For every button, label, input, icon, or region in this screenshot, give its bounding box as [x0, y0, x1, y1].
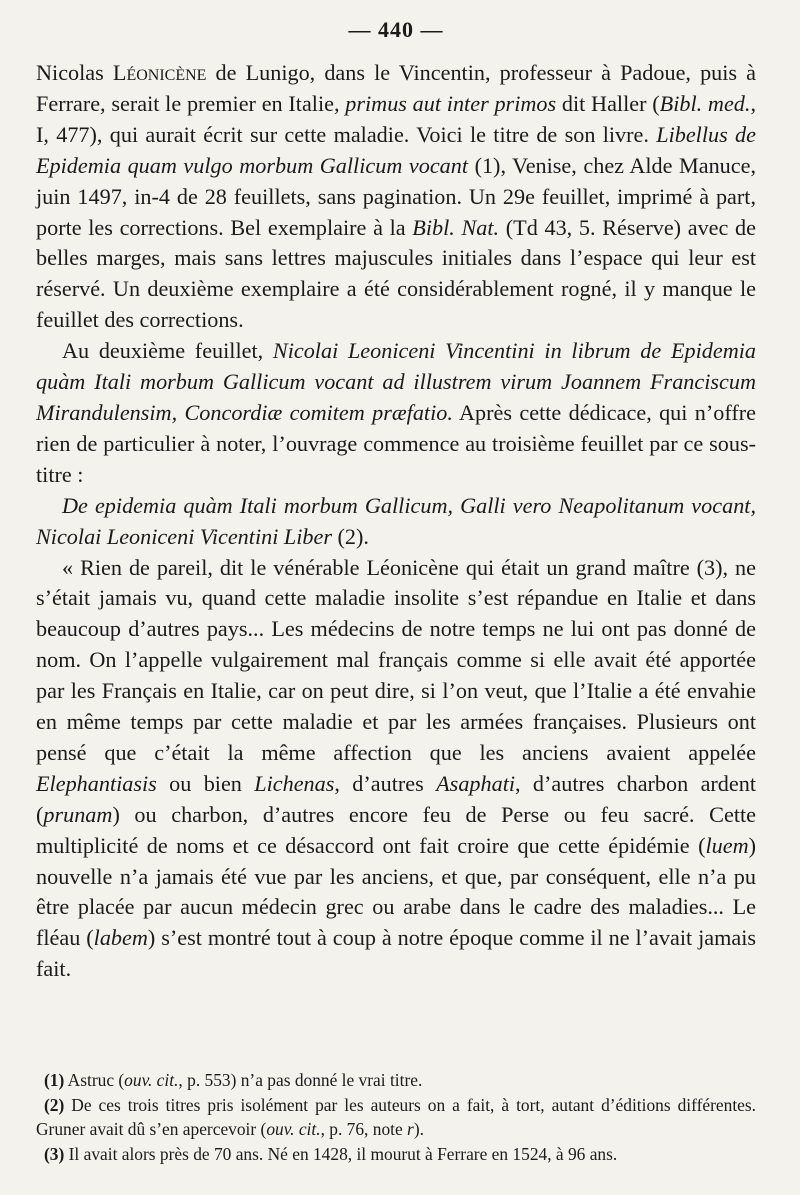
text-span: , d’autres	[334, 770, 437, 796]
text-span: , I, 477), qui aurait écrit sur cette maladie. Voici le titre de son livre.	[36, 90, 756, 147]
text-span: Au deuxième feuillet,	[62, 338, 273, 364]
italic-span: Nicolai Leoniceni Vincentini in librum de Epidemia quàm Itali morbum Gallicum vocant ad illustrem virum Joannem Franciscum Mirandulensim, Concordiæ comitem præfatio.	[36, 338, 756, 425]
text-span: (2).	[332, 523, 369, 549]
text-span: Après cette dédicace, qui n’offre rien de particulier à noter, l’ouvrage commence au troisième feuillet par ce sous-titre :	[36, 399, 756, 487]
footnote-number: (1)	[44, 1070, 65, 1090]
text-span: dit Haller (	[556, 90, 660, 116]
text-span: ou bien	[156, 770, 255, 796]
footnote-2	[36, 1093, 756, 1142]
italic-span: primus aut inter primos	[345, 90, 557, 116]
paragraph-leonicene-intro	[36, 58, 756, 336]
italic-span: Bibl. Nat.	[412, 214, 500, 240]
italic-span: ouv. cit.	[124, 1070, 179, 1090]
page-number: — 440 —	[348, 17, 444, 42]
italic-span: Asaphati	[436, 770, 516, 796]
paragraph-quotation	[36, 553, 756, 986]
italic-span: ouv. cit.	[266, 1119, 321, 1139]
italic-span: Lichenas	[254, 770, 335, 796]
text-span: de Lunigo, dans le Vincentin, professeur à Padoue, puis à Ferrare, serait le premier en Italie,	[36, 60, 757, 116]
text-span: , p. 76, note	[320, 1119, 408, 1139]
text-span: Astruc (	[64, 1070, 125, 1090]
text-span: « Rien de pareil, dit le vénérable Léonicène qui était un grand maître (3), ne s’était jamais vu, quand cette maladie insolite s’est répandue en Italie et dans beaucoup d’autres pays... Les médecins de notre temps ne lui ont pas donné de nom. On l’appelle vulgairement mal français comme si elle avait été apportée par les Français en Italie, car on peut dire, si l’on veut, que l’Italie a été envahie en même temps par cette maladie et par les armées françaises. Plusieurs ont pensé que c’était la même affection que les anciens avaient appelée	[36, 554, 756, 765]
text-span: , p. 553) n’a pas donné le vrai titre.	[178, 1070, 423, 1090]
italic-span: r	[407, 1119, 414, 1139]
text-span: , d’autres charbon ardent (	[36, 770, 757, 827]
text-span: (Td 43, 5. Réserve) avec de belles marges, mais sans lettres majuscules initiales dans l’espace qui leur est réservé. Un deuxième exemplaire a été considérablement rogné, il y manque le feuillet des corrections.	[36, 214, 756, 333]
text-span: De ces trois titres pris isolément par les auteurs on a fait, à tort, autant d’éditions différentes. Gruner avait dû s’en apercevoir (	[36, 1094, 756, 1139]
main-text	[36, 58, 756, 985]
footnote-1	[36, 1068, 756, 1093]
small-caps-name: Léonicène	[112, 60, 207, 85]
footnote-number: (3)	[44, 1143, 65, 1164]
paragraph-second-leaf	[36, 336, 756, 491]
italic-span: Elephantiasis	[36, 770, 157, 796]
text-span: ).	[413, 1119, 424, 1139]
text-span: ) s’est montré tout à coup à notre époque comme il ne l’avait jamais fait.	[36, 925, 757, 982]
italic-span: Libellus de Epidemia quam vulgo morbum Gallicum vocant	[36, 121, 756, 178]
italic-span: prunam	[43, 801, 113, 827]
footnote-number: (2)	[44, 1094, 65, 1115]
paragraph-subtitle	[36, 491, 756, 553]
text-span: Nicolas	[36, 60, 113, 85]
text-span: (1), Venise, chez Alde Manuce, juin 1497, in-4 de 28 feuillets, sans pagination. Un 29e feuillet, imprimé à part, porte les corrections. Bel exemplaire à la	[36, 152, 757, 240]
text-span: ) ou charbon, d’autres encore feu de Perse ou feu sacré. Cette multiplicité de noms et ce désaccord ont fait croire que cette épidémie (	[36, 801, 756, 858]
footnote-3	[36, 1142, 756, 1167]
italic-span: labem	[93, 925, 148, 951]
footnotes	[36, 1068, 756, 1166]
italic-span: luem	[705, 832, 749, 858]
italic-span: De epidemia quàm Itali morbum Gallicum, Galli vero Neapolitanum vocant, Nicolai Leoniceni Vicentini Liber	[36, 492, 756, 549]
text-span: Il avait alors près de 70 ans. Né en 1428, il mourut à Ferrare en 1524, à 96 ans.	[64, 1143, 618, 1164]
italic-span: Bibl. med.	[659, 90, 751, 116]
text-span: ) nouvelle n’a jamais été vue par les anciens, et que, par conséquent, elle n’a pu être placée par aucun médecin grec ou arabe dans le cadre des maladies... Le fléau (	[36, 832, 756, 951]
